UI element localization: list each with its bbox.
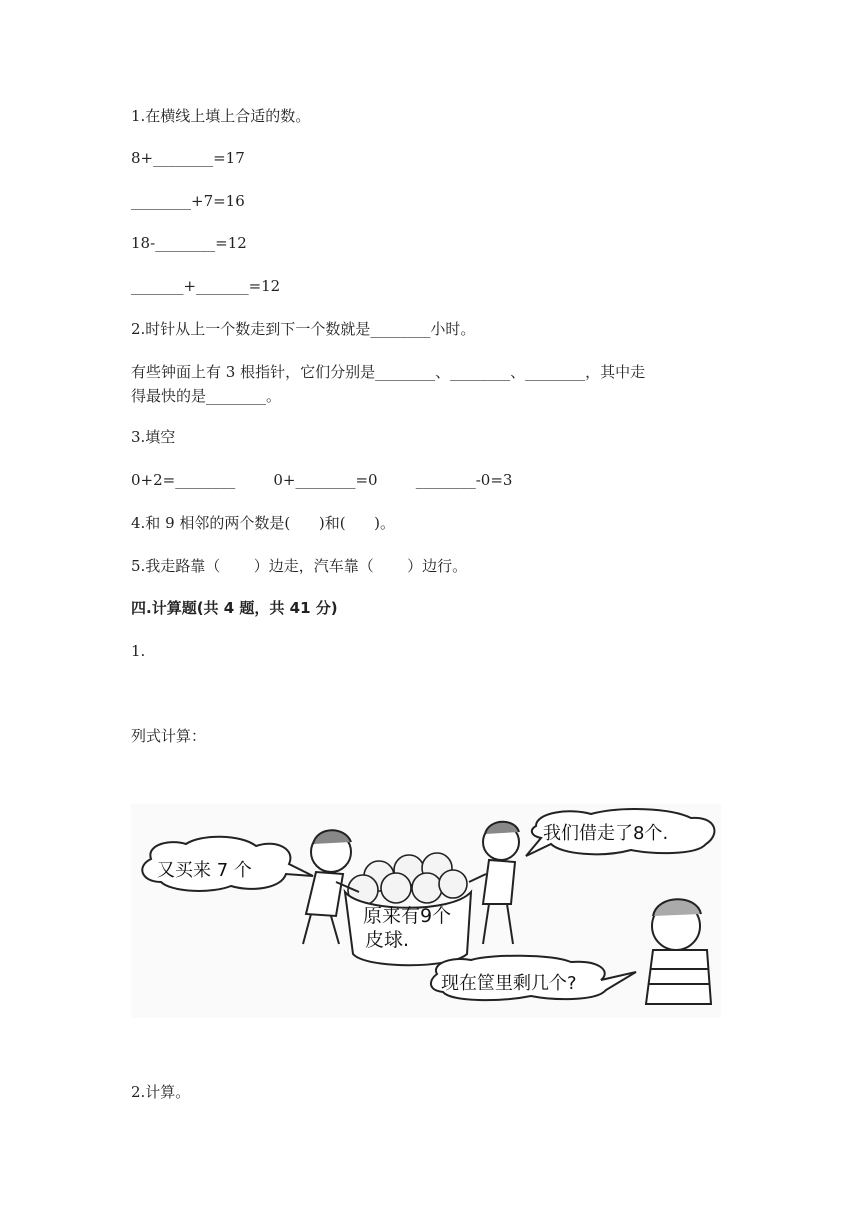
word-problem-illustration: [131, 804, 721, 1018]
section-4-heading: 四.计算题(共 4 题，共 41 分): [131, 599, 338, 617]
basket-text-line1: 原来有9个: [363, 905, 452, 927]
basket-text-line2: 皮球.: [365, 929, 410, 951]
question-1-blank-d: _______+_______=12: [131, 277, 281, 295]
boy-right: [646, 899, 711, 1004]
question-1-blank-a: 8+________=17: [131, 149, 245, 167]
question-2-text-line2: 得最快的是________。: [131, 387, 282, 405]
question-5: 5.我走路靠（ ）边走，汽车靠（ ）边行。: [131, 557, 468, 575]
calc-2-title: 2.计算。: [131, 1083, 191, 1101]
boy-middle: [469, 822, 519, 944]
question-1-blank-b: ________+7=16: [131, 192, 245, 210]
bottom-bubble-text: 现在筐里剩几个?: [441, 973, 577, 994]
question-3-blanks: 0+2=________ 0+________=0 ________-0=3: [131, 471, 513, 489]
calc-1-prompt: 列式计算：: [131, 727, 207, 745]
calc-1-number: 1.: [131, 642, 146, 660]
question-1-blank-c: 18-________=12: [131, 234, 247, 252]
question-2-text-line1: 有些钟面上有 3 根指针，它们分别是________、________、________，其中走: [131, 363, 646, 381]
question-1-title: 1.在横线上填上合适的数。: [131, 107, 311, 125]
top-bubble-text: 我们借走了8个.: [543, 823, 669, 844]
question-4: 4.和 9 相邻的两个数是( )和( )。: [131, 514, 396, 532]
left-bubble-text: 又买来 7 个: [157, 860, 252, 881]
question-2-title: 2.时针从上一个数走到下一个数就是________小时。: [131, 320, 476, 338]
illustration-svg: [131, 804, 721, 1018]
ball-basket: [345, 853, 471, 965]
question-3-title: 3.填空: [131, 428, 176, 446]
